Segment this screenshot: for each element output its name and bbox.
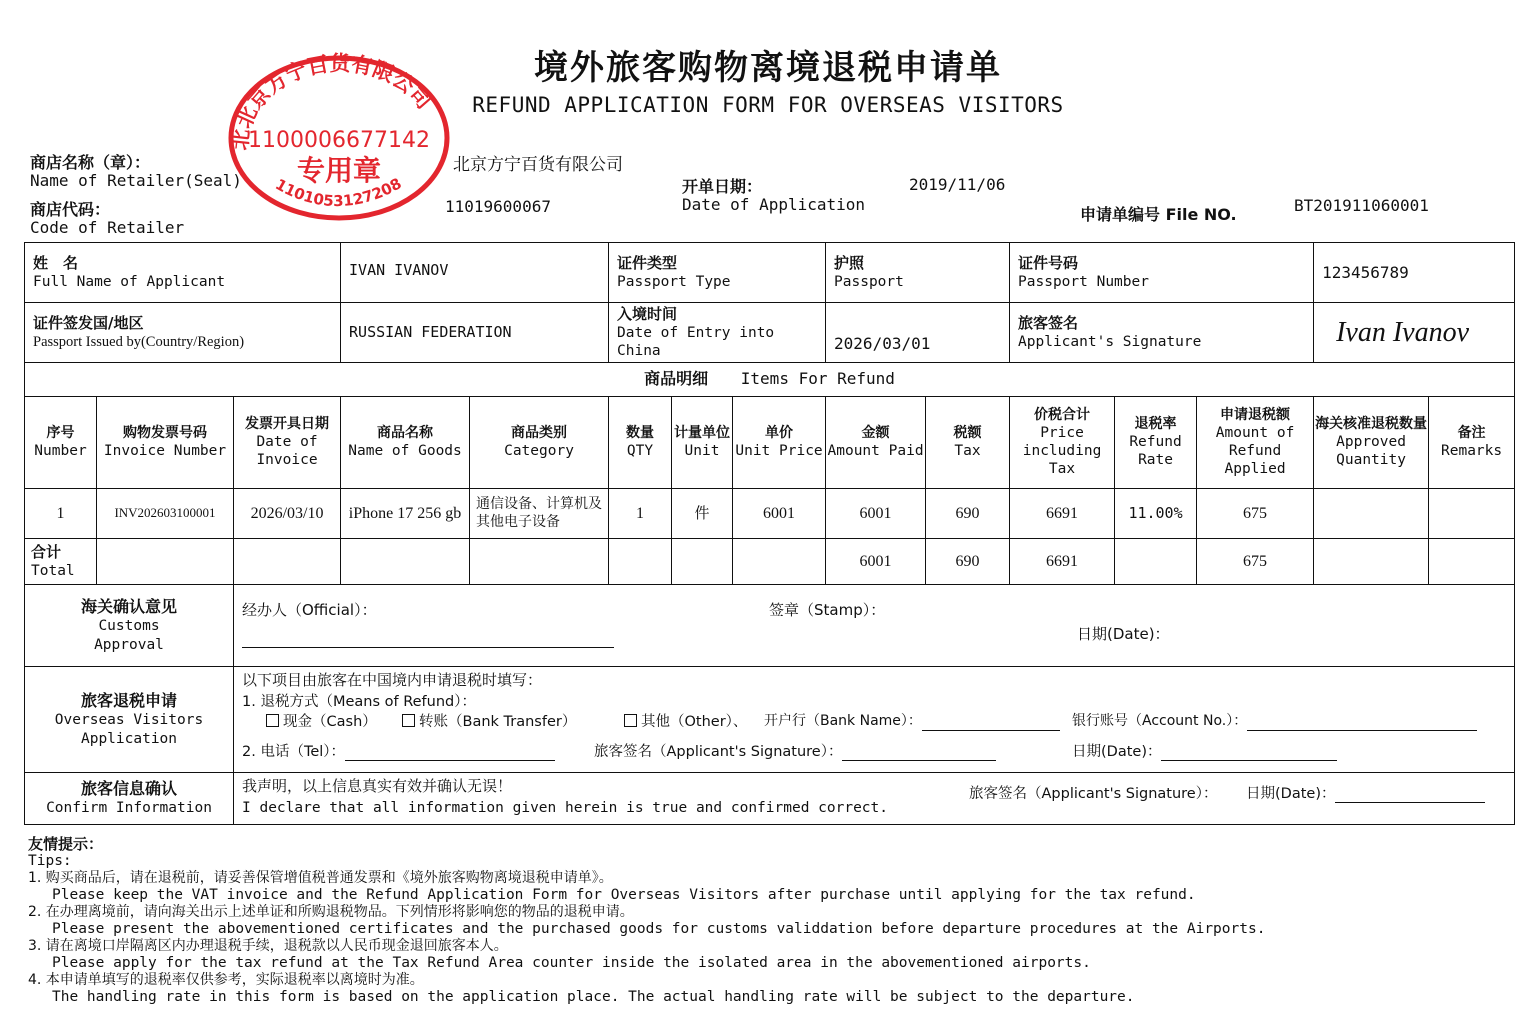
- col-header-approved: 海关核准退税数量 Approved Quantity: [1314, 397, 1429, 489]
- col-header-refund: 申请退税额 Amount of Refund Applied: [1197, 397, 1314, 489]
- col-header-number: 序号 Number: [25, 397, 97, 489]
- col-header-category: 商品类别 Category: [470, 397, 609, 489]
- items-section-title: 商品明细 Items For Refund: [25, 363, 1515, 397]
- cell-price-incl: 6691: [1010, 489, 1115, 539]
- overseas-intro: 以下项目由旅客在中国境内申请退税时填写：: [242, 671, 543, 689]
- overseas-signature-field[interactable]: [842, 760, 996, 761]
- total-price-incl: 6691: [1010, 539, 1115, 585]
- passport-type-value: 护照 Passport: [826, 243, 1010, 303]
- confirm-area: [234, 773, 1515, 825]
- retailer-name-label-en: Name of Retailer(Seal): [30, 171, 242, 190]
- option-cash[interactable]: 现金（Cash）: [266, 713, 377, 731]
- cell-unit-price: 6001: [733, 489, 826, 539]
- seal-center: 专用章: [296, 154, 382, 187]
- cell-category: 通信设备、计算机及其他电子设备: [470, 489, 609, 539]
- seal-arc-text: 北北京方宁百货有限公司: [227, 52, 437, 152]
- cell-amount: 6001: [826, 489, 926, 539]
- tip-1-cn: 1. 购买商品后，请在退税前，请妥善保管增值税普通发票和《境外旅客购物离境退税申请单》。: [28, 870, 613, 886]
- confirm-date-label: 日期(Date)：: [1246, 786, 1336, 802]
- col-header-invoice: 购物发票号码 Invoice Number: [97, 397, 234, 489]
- app-date-label-en: Date of Application: [682, 195, 866, 214]
- seal-number: 1100006677142: [248, 128, 430, 153]
- col-header-amount: 金额 Amount Paid: [826, 397, 926, 489]
- tip-2-en: Please present the abovementioned certificates and the purchased goods for customs validdation before departure procedures at the Airports.: [52, 921, 1266, 937]
- entry-date-label: 入境时间 Date of Entry into China: [609, 303, 826, 363]
- tips-section: [28, 836, 1265, 1006]
- refund-form-table: [24, 242, 1515, 825]
- col-header-unit: 计量单位 Unit: [672, 397, 733, 489]
- customs-date-label: 日期(Date)：: [1077, 625, 1170, 643]
- col-header-qty: 数量 QTY: [609, 397, 672, 489]
- account-no-field[interactable]: [1247, 730, 1477, 731]
- confirm-date-field[interactable]: [1335, 802, 1485, 803]
- col-header-goods: 商品名称 Name of Goods: [341, 397, 470, 489]
- cell-refund: 675: [1197, 489, 1314, 539]
- tel-label: 2. 电话（Tel）：: [242, 744, 346, 760]
- overseas-date-field[interactable]: [1161, 760, 1337, 761]
- account-no-label: 银行账号（Account No.）：: [1072, 713, 1248, 729]
- customs-stamp-label: 签章（Stamp）：: [769, 601, 886, 619]
- bank-name-field[interactable]: [922, 730, 1060, 731]
- total-amount: 6001: [826, 539, 926, 585]
- country-value: RUSSIAN FEDERATION: [341, 303, 609, 363]
- app-date-label-cn: 开单日期：: [682, 177, 763, 196]
- option-other[interactable]: 其他（Other）、: [624, 713, 747, 731]
- tip-4-cn: 4. 本申请单填写的退税率仅供参考，实际退税率以离境时为准。: [28, 972, 424, 988]
- passport-type-label: 证件类型 Passport Type: [609, 243, 826, 303]
- customs-area: [234, 585, 1515, 667]
- retailer-name-label-cn: 商店名称（章）：: [30, 153, 151, 172]
- cell-remarks: [1429, 489, 1515, 539]
- signature-label: 旅客签名 Applicant's Signature: [1010, 303, 1314, 363]
- overseas-date-label: 日期(Date)：: [1072, 744, 1162, 760]
- full-name-value: IVAN IVANOV: [341, 243, 609, 303]
- items-header-row: [25, 397, 1515, 489]
- overseas-label: 旅客退税申请 Overseas Visitors Application: [25, 667, 234, 773]
- col-header-remarks: 备注 Remarks: [1429, 397, 1515, 489]
- other-checkbox[interactable]: [624, 714, 637, 727]
- form-title-en: REFUND APPLICATION FORM FOR OVERSEAS VISITORS: [472, 93, 1064, 117]
- customs-official-line[interactable]: [242, 647, 614, 648]
- customs-label: 海关确认意见 Customs Approval: [25, 585, 234, 667]
- passport-number-label: 证件号码 Passport Number: [1010, 243, 1314, 303]
- total-tax: 690: [926, 539, 1010, 585]
- app-date-value: 2019/11/06: [909, 175, 1006, 194]
- retailer-code-label-cn: 商店代码：: [30, 200, 111, 219]
- tips-title-en: Tips:: [28, 853, 72, 869]
- file-no-label: 申请单编号 File NO.: [1080, 205, 1237, 224]
- col-header-price-incl: 价税合计 Price including Tax: [1010, 397, 1115, 489]
- declaration-cn: 我声明，以上信息真实有效并确认无误！: [242, 777, 513, 795]
- col-header-invoice-date: 发票开具日期 Date of Invoice: [234, 397, 341, 489]
- cell-invoice: INV202603100001: [97, 489, 234, 539]
- entry-date-value: 2026/03/01: [826, 303, 1010, 363]
- customs-official-label: 经办人（Official）：: [242, 601, 377, 619]
- file-no-value: BT201911060001: [1294, 196, 1429, 215]
- full-name-label: 姓 名 Full Name of Applicant: [25, 243, 341, 303]
- passport-number-value: 123456789: [1314, 243, 1515, 303]
- tip-2-cn: 2. 在办理离境前，请向海关出示上述单证和所购退税物品。下列情形将影响您的物品的退税申请。: [28, 904, 634, 920]
- col-header-rate: 退税率 Refund Rate: [1115, 397, 1197, 489]
- tip-4-en: The handling rate in this form is based on the application place. The actual handling rate will be subject to the departure.: [52, 989, 1135, 1005]
- tip-1-en: Please keep the VAT invoice and the Refund Application Form for Overseas Visitors after purchase until applying for the tax refund.: [52, 887, 1196, 903]
- total-refund: 675: [1197, 539, 1314, 585]
- seal-bottom-number: 1101053127208: [272, 174, 405, 211]
- tips-title-cn: 友情提示：: [28, 835, 104, 853]
- confirm-signature-label: 旅客签名（Applicant's Signature）：: [969, 786, 1218, 802]
- tel-field[interactable]: [345, 760, 555, 761]
- refund-means-label: 1. 退税方式（Means of Refund）：: [242, 694, 476, 710]
- declaration-en: I declare that all information given herein is true and confirmed correct.: [242, 800, 889, 816]
- overseas-signature-label: 旅客签名（Applicant's Signature）：: [594, 744, 843, 760]
- cell-qty: 1: [609, 489, 672, 539]
- cell-invoice-date: 2026/03/10: [234, 489, 341, 539]
- table-row: [25, 489, 1515, 539]
- total-label: 合计 Total: [25, 539, 97, 585]
- overseas-area: [234, 667, 1515, 773]
- bank-transfer-checkbox[interactable]: [402, 714, 415, 727]
- country-label: 证件签发国/地区 Passport Issued by(Country/Region): [25, 303, 341, 363]
- cell-number: 1: [25, 489, 97, 539]
- cell-approved: [1314, 489, 1429, 539]
- tip-3-en: Please apply for the tax refund at the Tax Refund Area counter inside the isolated area in the abovementioned airports.: [52, 955, 1091, 971]
- signature-value: Ivan Ivanov: [1314, 303, 1515, 363]
- total-row: [25, 539, 1515, 585]
- retailer-code-label-en: Code of Retailer: [30, 218, 185, 237]
- confirm-label: 旅客信息确认 Confirm Information: [25, 773, 234, 825]
- retailer-seal: [226, 52, 452, 224]
- retailer-name-value: 北京方宁百货有限公司: [453, 155, 623, 175]
- retailer-code-value: 11019600067: [445, 197, 551, 216]
- cell-tax: 690: [926, 489, 1010, 539]
- col-header-unit-price: 单价 Unit Price: [733, 397, 826, 489]
- option-bank-transfer[interactable]: 转账（Bank Transfer）: [402, 713, 576, 731]
- cash-checkbox[interactable]: [266, 714, 279, 727]
- bank-name-label: 开户行（Bank Name）：: [764, 713, 922, 729]
- col-header-tax: 税额 Tax: [926, 397, 1010, 489]
- tip-3-cn: 3. 请在离境口岸隔离区内办理退税手续，退税款以人民币现金退回旅客本人。: [28, 938, 508, 954]
- cell-rate: 11.00%: [1115, 489, 1197, 539]
- cell-unit: 件: [672, 489, 733, 539]
- form-title-cn: 境外旅客购物离境退税申请单: [534, 48, 1002, 88]
- cell-goods: iPhone 17 256 gb: [341, 489, 470, 539]
